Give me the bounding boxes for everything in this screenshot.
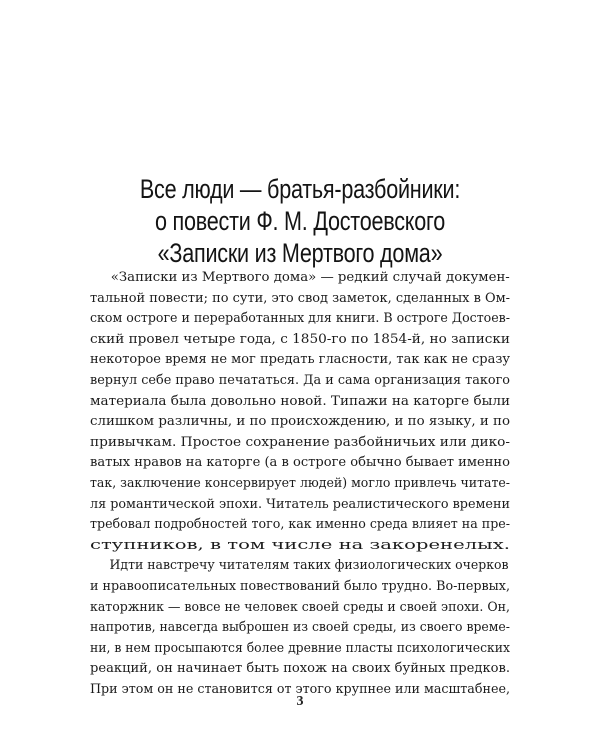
text-line: некоторое время не мог предать гласности, так как не сразу [90, 352, 511, 368]
text-line: ля романтической эпохи. Читатель реалистического времени [90, 496, 510, 512]
text-line: ском остроге и переработанных для книги. В остроге Достоев- [90, 311, 511, 327]
text-line: вернул себе право печататься. Да и сама организация такого [90, 372, 511, 388]
page-number: 3 [296, 694, 304, 709]
text-line: ский провел четыре года, с 1850-го по 1854-й, но записки [90, 331, 510, 347]
text-line: ватых нравов на каторге (а в остроге обычно бывает именно [90, 455, 510, 471]
text-line: Идти навстречу читателям таких физиологических очерков [109, 558, 509, 574]
chapter-title-line-1: Все люди — братья-разбойники: [139, 174, 461, 204]
text-line: каторжник — вовсе не человек своей среды и своей эпохи. Он, [90, 599, 511, 615]
chapter-title-line-2: о повести Ф. М. Достоевского [155, 206, 445, 236]
text-line: реакций, он начинает быть похож на своих буйных предков. [90, 661, 511, 677]
text-line: слишком различны, и по происхождению, и по языку, и по [90, 414, 511, 430]
text-line: напротив, навсегда выброшен из своей среды, из своего време- [90, 620, 510, 636]
text-line: материала была довольно новой. Типажи на каторге были [90, 393, 510, 409]
text-line: «Записки из Мертвого дома» — редкий случай докумен- [110, 270, 510, 285]
text-line: и нравоописательных повествований было трудно. Во-первых, [90, 578, 510, 594]
chapter-title [90, 173, 510, 269]
text-line: требовал подробностей того, как именно среда влияет на пре- [90, 517, 511, 533]
text-line: привычкам. Простое сохранение разбойничьих или дико- [90, 434, 510, 450]
text-line: тальной повести; по сути, это свод заметок, сделанных в Ом- [90, 290, 511, 306]
text-line: ступников, в том числе на закоренелых. [90, 537, 510, 553]
text-line: так, заключение консервирует людей) могло привлечь читате- [90, 475, 511, 491]
text-line: При этом он не становится от этого крупнее или масштабнее, [90, 681, 510, 697]
body-text [90, 268, 510, 700]
text-line: ни, в нем просыпаются более древние пласты психологических [90, 640, 511, 656]
chapter-title-line-3: «Записки из Мертвого дома» [157, 238, 443, 268]
